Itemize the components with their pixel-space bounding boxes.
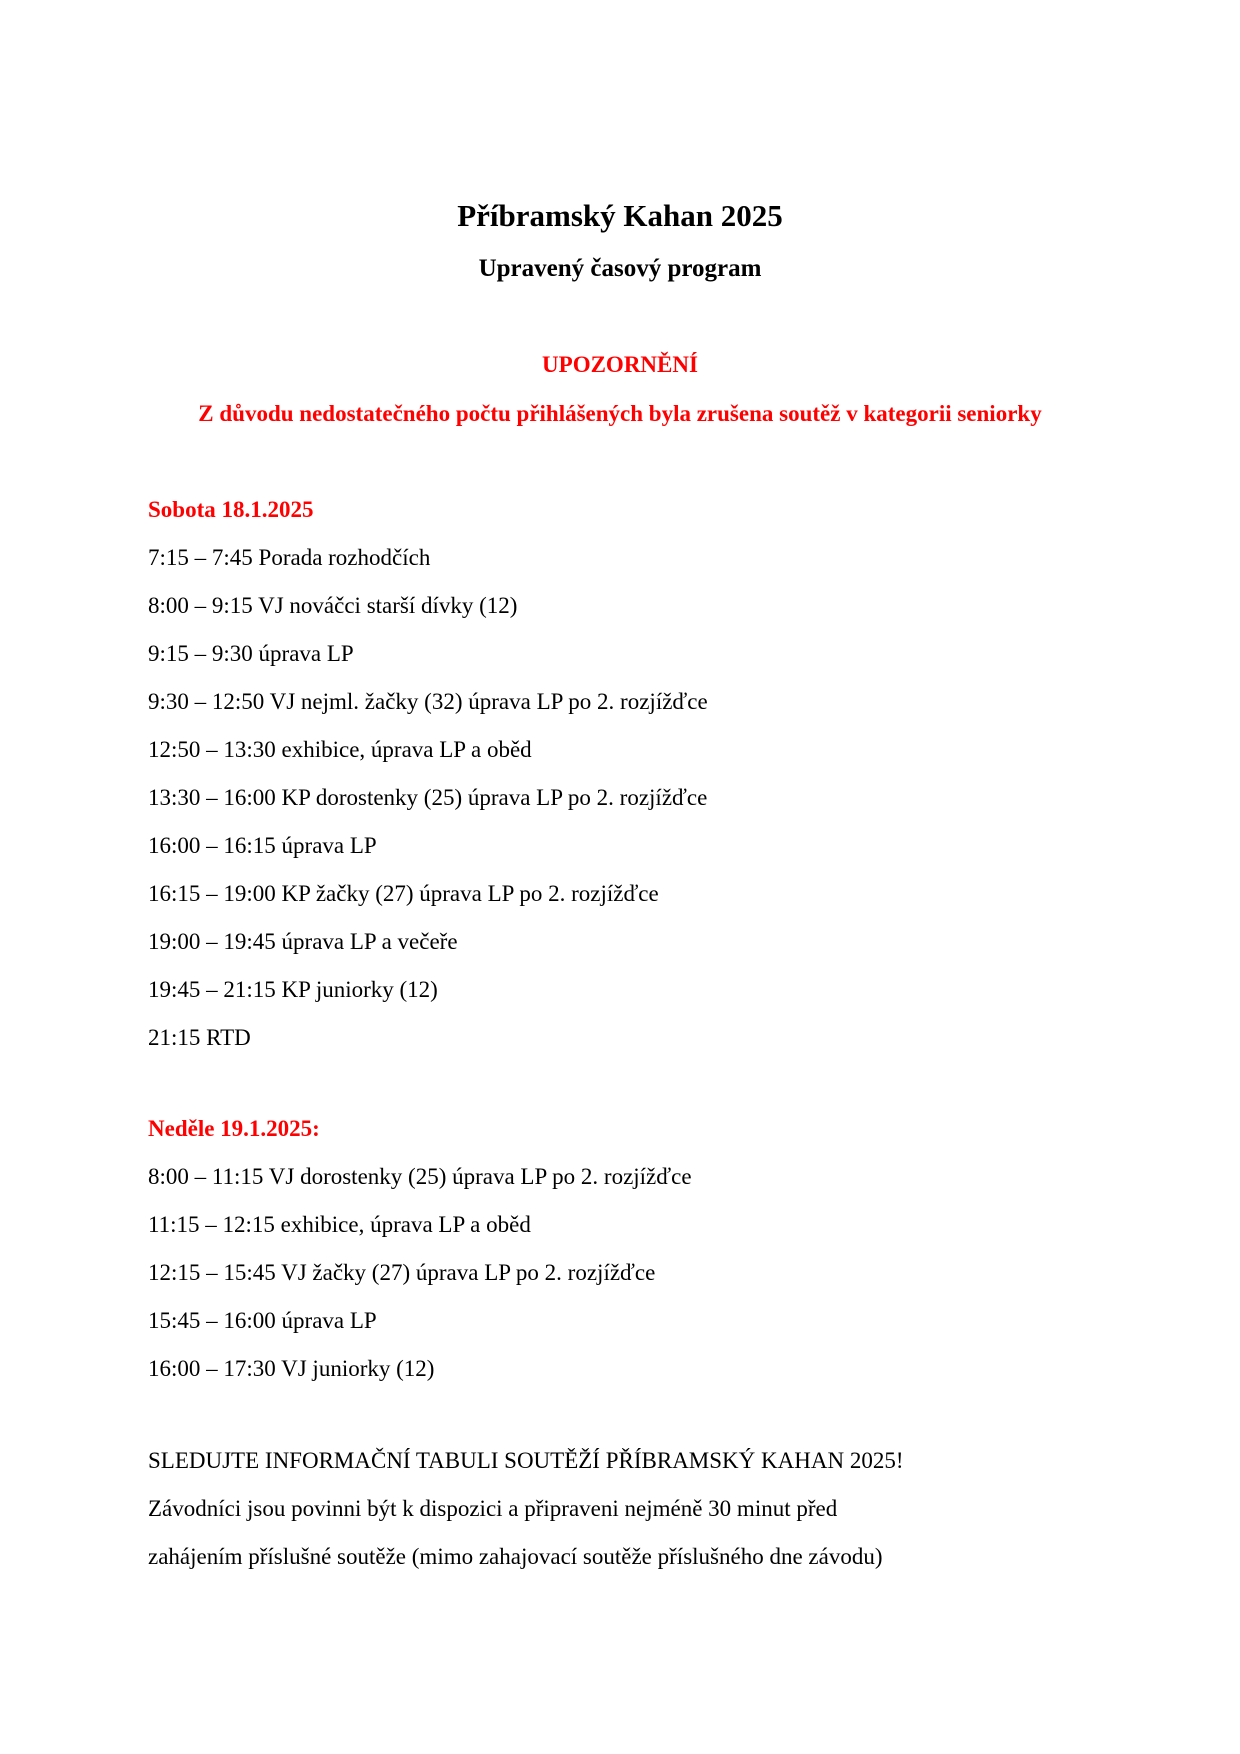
info-board-notice: SLEDUJTE INFORMAČNÍ TABULI SOUTĚŽÍ PŘÍBRAMSKÝ KAHAN 2025! xyxy=(148,1448,904,1473)
schedule-item: 7:15 – 7:45 Porada rozhodčích xyxy=(148,545,431,570)
schedule-item: 9:15 – 9:30 úprava LP xyxy=(148,641,354,666)
footer-notes xyxy=(148,1445,1148,1589)
schedule-item: 8:00 – 9:15 VJ nováčci starší dívky (12) xyxy=(148,593,518,618)
document-title: Příbramský Kahan 2025 xyxy=(457,198,783,233)
competitor-note-line-1: Závodníci jsou povinni být k dispozici a připraveni nejméně 30 minut před xyxy=(148,1496,838,1521)
schedule-item: 15:45 – 16:00 úprava LP xyxy=(148,1308,377,1333)
warning-heading: UPOZORNĚNÍ xyxy=(542,352,698,377)
schedule-item: 11:15 – 12:15 exhibice, úprava LP a oběd xyxy=(148,1212,531,1237)
sunday-schedule xyxy=(148,1113,1148,1401)
schedule-item: 19:45 – 21:15 KP juniorky (12) xyxy=(148,977,438,1002)
sunday-items xyxy=(148,1161,1148,1401)
saturday-schedule xyxy=(148,494,1148,1070)
day-title-saturday: Sobota 18.1.2025 xyxy=(148,497,314,522)
schedule-item: 16:00 – 16:15 úprava LP xyxy=(148,833,377,858)
schedule-item: 16:15 – 19:00 KP žačky (27) úprava LP po 2. rozjížďce xyxy=(148,881,659,906)
day-title-sunday: Neděle 19.1.2025: xyxy=(148,1116,320,1141)
schedule-item: 21:15 RTD xyxy=(148,1025,251,1050)
warning-text: Z důvodu nedostatečného počtu přihlášených byla zrušena soutěž v kategorii seniorky xyxy=(198,401,1042,426)
schedule-item: 12:15 – 15:45 VJ žačky (27) úprava LP po 2. rozjížďce xyxy=(148,1260,656,1285)
document-subtitle: Upravený časový program xyxy=(478,255,762,282)
schedule-item: 13:30 – 16:00 KP dorostenky (25) úprava LP po 2. rozjížďce xyxy=(148,785,708,810)
schedule-item: 16:00 – 17:30 VJ juniorky (12) xyxy=(148,1356,435,1381)
schedule-item: 12:50 – 13:30 exhibice, úprava LP a oběd xyxy=(148,737,532,762)
competitor-note-line-2: zahájením příslušné soutěže (mimo zahajovací soutěže příslušného dne závodu) xyxy=(148,1544,883,1569)
schedule-item: 9:30 – 12:50 VJ nejml. žačky (32) úprava LP po 2. rozjížďce xyxy=(148,689,708,714)
schedule-item: 8:00 – 11:15 VJ dorostenky (25) úprava LP po 2. rozjížďce xyxy=(148,1164,692,1189)
saturday-items xyxy=(148,542,1148,1070)
schedule-item: 19:00 – 19:45 úprava LP a večeře xyxy=(148,929,458,954)
